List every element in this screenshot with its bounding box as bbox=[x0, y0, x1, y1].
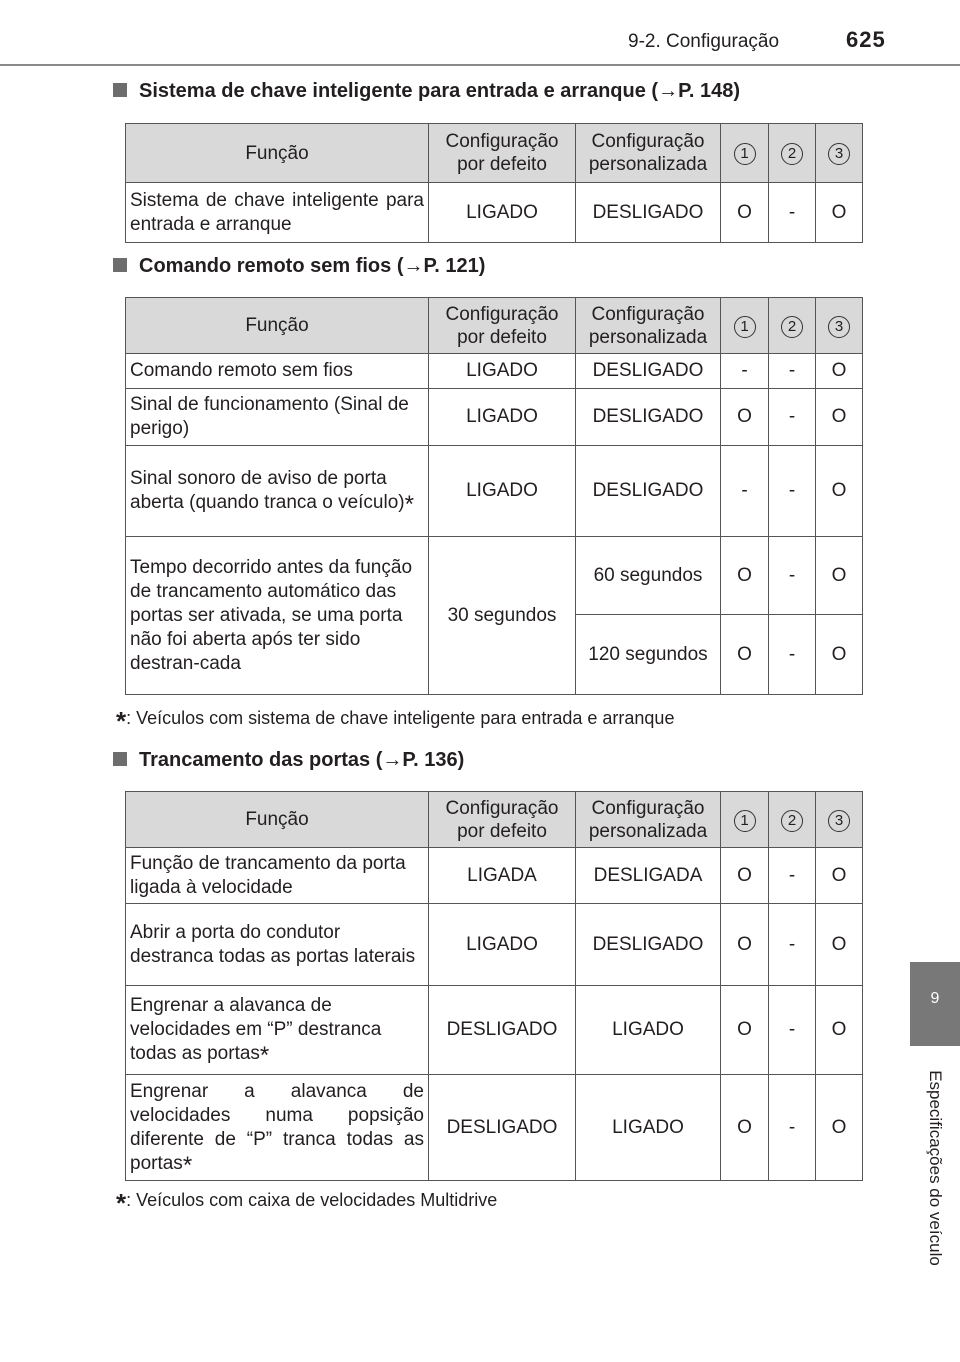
table-row bbox=[126, 904, 863, 986]
table-header-row bbox=[126, 792, 863, 848]
bullet-square-icon bbox=[113, 83, 127, 97]
footnote-text: : Veículos com caixa de velocidades Multidrive bbox=[126, 1190, 498, 1210]
section-heading-smart-key bbox=[113, 80, 740, 103]
col-default: Configuração por defeito bbox=[429, 124, 576, 183]
cell-c3: O bbox=[816, 615, 863, 695]
cell-custom: DESLIGADO bbox=[576, 904, 721, 986]
circled-number: 1 bbox=[734, 316, 756, 338]
cell-funcao: Sinal de funcionamento (Sinal de perigo) bbox=[126, 389, 429, 446]
cell-default: DESLIGADO bbox=[429, 1075, 576, 1181]
circled-number: 1 bbox=[734, 810, 756, 832]
cell-default: LIGADO bbox=[429, 183, 576, 243]
col-funcao: Função bbox=[126, 298, 429, 354]
cell-c3: O bbox=[816, 183, 863, 243]
header-rule bbox=[0, 64, 960, 66]
circled-number: 1 bbox=[734, 143, 756, 165]
table-row bbox=[126, 354, 863, 389]
cell-c3: O bbox=[816, 904, 863, 986]
cell-c1: O bbox=[721, 615, 769, 695]
col-default: Configuração por defeito bbox=[429, 792, 576, 848]
col-1 bbox=[721, 124, 769, 183]
cell-c3: O bbox=[816, 537, 863, 615]
cell-c1: - bbox=[721, 354, 769, 389]
section-heading-remote bbox=[113, 255, 485, 278]
circled-number: 3 bbox=[828, 316, 850, 338]
chapter-number: 9 bbox=[930, 990, 940, 1007]
circled-number: 2 bbox=[781, 810, 803, 832]
cell-default: LIGADA bbox=[429, 848, 576, 904]
cell-funcao-text: Engrenar a alavanca de velocidades em “P” destranca todas as portas bbox=[130, 995, 382, 1064]
cell-c1: O bbox=[721, 389, 769, 446]
cell-funcao-text: Engrenar a alavanca de velocidades numa popsição diferente de “P” tranca todas as portas bbox=[130, 1080, 424, 1174]
cell-default: 30 segundos bbox=[429, 537, 576, 695]
asterisk-mark: * bbox=[404, 491, 414, 518]
cell-custom: 120 segundos bbox=[576, 615, 721, 695]
page-number: 625 bbox=[846, 27, 886, 52]
cell-default: DESLIGADO bbox=[429, 986, 576, 1075]
col-default: Configuração por defeito bbox=[429, 298, 576, 354]
table-smart-key bbox=[125, 123, 863, 243]
col-3 bbox=[816, 124, 863, 183]
cell-funcao bbox=[126, 1075, 429, 1181]
asterisk-mark: * bbox=[116, 1188, 127, 1218]
cell-c3: O bbox=[816, 446, 863, 537]
cell-custom: DESLIGADO bbox=[576, 446, 721, 537]
heading-text: Trancamento das portas (→P. 136) bbox=[139, 749, 465, 771]
cell-c1: O bbox=[721, 537, 769, 615]
circled-number: 2 bbox=[781, 316, 803, 338]
cell-c1: O bbox=[721, 904, 769, 986]
cell-funcao-text: Sinal sonoro de aviso de porta aberta (quando tranca o veículo) bbox=[130, 468, 405, 513]
table-header-row bbox=[126, 124, 863, 183]
cell-c2: - bbox=[769, 986, 816, 1075]
col-2 bbox=[769, 298, 816, 354]
table-row bbox=[126, 446, 863, 537]
cell-c1: O bbox=[721, 848, 769, 904]
cell-c1: O bbox=[721, 1075, 769, 1181]
cell-default: LIGADO bbox=[429, 354, 576, 389]
table-header-row bbox=[126, 298, 863, 354]
cell-funcao: Função de trancamento da porta ligada à velocidade bbox=[126, 848, 429, 904]
cell-custom: LIGADO bbox=[576, 1075, 721, 1181]
col-2 bbox=[769, 792, 816, 848]
col-1 bbox=[721, 792, 769, 848]
col-custom: Configuração personalizada bbox=[576, 792, 721, 848]
cell-custom: LIGADO bbox=[576, 986, 721, 1075]
cell-funcao: Abrir a porta do condutor destranca todas as portas laterais bbox=[126, 904, 429, 986]
asterisk-mark: * bbox=[116, 706, 127, 736]
section-heading-door-lock bbox=[113, 749, 464, 772]
cell-c2: - bbox=[769, 1075, 816, 1181]
chapter-tab bbox=[910, 962, 960, 1046]
footnote-smart-key bbox=[116, 706, 674, 737]
col-3 bbox=[816, 792, 863, 848]
cell-c2: - bbox=[769, 354, 816, 389]
col-funcao: Função bbox=[126, 792, 429, 848]
heading-text: Sistema de chave inteligente para entrada e arranque (→P. 148) bbox=[139, 80, 740, 102]
bullet-square-icon bbox=[113, 752, 127, 766]
cell-c2: - bbox=[769, 183, 816, 243]
chapter-title: Especificações do veículo bbox=[926, 1070, 945, 1266]
cell-funcao: Sistema de chave inteligente para entrada e arranque bbox=[126, 183, 429, 243]
asterisk-mark: * bbox=[182, 1151, 193, 1179]
cell-custom: DESLIGADO bbox=[576, 389, 721, 446]
circled-number: 3 bbox=[828, 143, 850, 165]
col-custom: Configuração personalizada bbox=[576, 124, 721, 183]
table-door-lock bbox=[125, 791, 863, 1181]
circled-number: 2 bbox=[781, 143, 803, 165]
col-2 bbox=[769, 124, 816, 183]
cell-c2: - bbox=[769, 537, 816, 615]
page-header bbox=[0, 0, 960, 70]
cell-c2: - bbox=[769, 615, 816, 695]
col-funcao: Função bbox=[126, 124, 429, 183]
cell-default: LIGADO bbox=[429, 389, 576, 446]
table-row bbox=[126, 848, 863, 904]
table-row bbox=[126, 183, 863, 243]
circled-number: 3 bbox=[828, 810, 850, 832]
cell-custom: DESLIGADO bbox=[576, 183, 721, 243]
bullet-square-icon bbox=[113, 258, 127, 272]
table-remote bbox=[125, 297, 863, 695]
section-title: 9-2. Configuração bbox=[628, 31, 780, 52]
footnote-multidrive bbox=[116, 1188, 497, 1219]
cell-c3: O bbox=[816, 354, 863, 389]
cell-custom: 60 segundos bbox=[576, 537, 721, 615]
col-custom: Configuração personalizada bbox=[576, 298, 721, 354]
cell-funcao: Comando remoto sem fios bbox=[126, 354, 429, 389]
cell-funcao bbox=[126, 446, 429, 537]
table-row bbox=[126, 389, 863, 446]
cell-custom: DESLIGADA bbox=[576, 848, 721, 904]
cell-funcao: Tempo decorrido antes da função de trancamento automático das portas ser ativada, se uma porta não foi aberta após ter sido destran-cada bbox=[126, 537, 429, 695]
cell-c3: O bbox=[816, 848, 863, 904]
cell-funcao bbox=[126, 986, 429, 1075]
cell-c3: O bbox=[816, 1075, 863, 1181]
cell-c1: O bbox=[721, 986, 769, 1075]
heading-text: Comando remoto sem fios (→P. 121) bbox=[139, 255, 486, 277]
cell-c2: - bbox=[769, 446, 816, 537]
asterisk-mark: * bbox=[259, 1042, 270, 1069]
cell-c3: O bbox=[816, 986, 863, 1075]
col-1 bbox=[721, 298, 769, 354]
cell-c1: - bbox=[721, 446, 769, 537]
cell-c2: - bbox=[769, 389, 816, 446]
table-row bbox=[126, 1075, 863, 1181]
cell-c2: - bbox=[769, 848, 816, 904]
cell-c1: O bbox=[721, 183, 769, 243]
cell-custom: DESLIGADO bbox=[576, 354, 721, 389]
table-row bbox=[126, 986, 863, 1075]
footnote-text: : Veículos com sistema de chave inteligente para entrada e arranque bbox=[126, 708, 675, 728]
col-3 bbox=[816, 298, 863, 354]
cell-default: LIGADO bbox=[429, 904, 576, 986]
table-row bbox=[126, 537, 863, 615]
cell-default: LIGADO bbox=[429, 446, 576, 537]
cell-c3: O bbox=[816, 389, 863, 446]
cell-c2: - bbox=[769, 904, 816, 986]
